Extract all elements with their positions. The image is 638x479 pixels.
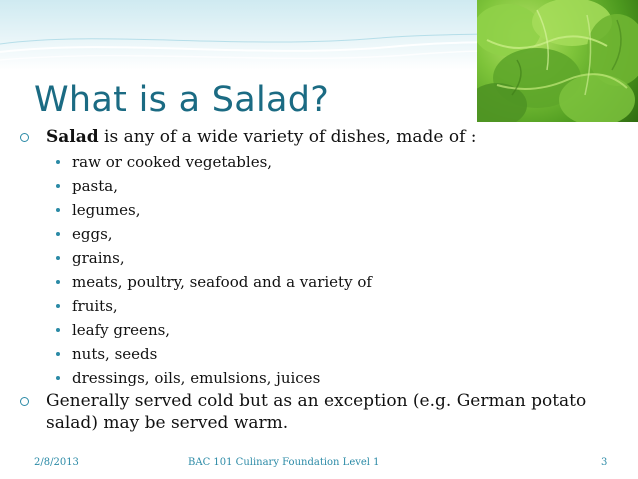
list-item-text: nuts, seeds — [72, 345, 158, 363]
list-item-text: meats, poultry, seafood and a variety of — [72, 273, 372, 291]
list-item — [56, 150, 372, 174]
list-item — [56, 270, 372, 294]
bullet-dot — [56, 256, 60, 260]
list-item-text: pasta, — [72, 177, 118, 195]
slide-title: What is a Salad? — [34, 80, 330, 120]
bullet-dot — [56, 304, 60, 308]
list-item — [56, 174, 372, 198]
list-item — [56, 246, 372, 270]
list-item — [56, 222, 372, 246]
list-item — [56, 198, 372, 222]
bullet-dot — [56, 376, 60, 380]
intro-rest: is any of a wide variety of dishes, made of : — [98, 127, 477, 147]
lettuce-photo — [477, 0, 638, 122]
list-item-text: leafy greens, — [72, 321, 171, 339]
bullet-dot — [56, 160, 60, 164]
list-item-text: eggs, — [72, 225, 113, 243]
intro-bold-term: Salad — [46, 127, 99, 147]
list-item — [56, 294, 372, 318]
footer-course: BAC 101 Culinary Foundation Level 1 — [188, 457, 380, 468]
list-item — [56, 318, 372, 342]
ingredient-list — [56, 150, 372, 390]
bullet-dot — [56, 328, 60, 332]
note-line-1: Generally served cold but as an exception (e.g. German potato — [46, 391, 587, 411]
list-item — [56, 342, 372, 366]
page-number: 3 — [601, 457, 608, 468]
bullet-marker — [20, 397, 29, 406]
list-item-text: fruits, — [72, 297, 118, 315]
list-item — [56, 366, 372, 390]
lettuce-leaves — [477, 0, 638, 122]
bullet-dot — [56, 208, 60, 212]
list-item-text: legumes, — [72, 201, 141, 219]
note-line-2: salad) may be served warm. — [46, 413, 289, 433]
bullet-dot — [56, 184, 60, 188]
list-item-text: dressings, oils, emulsions, juices — [72, 369, 321, 387]
bullet-dot — [56, 280, 60, 284]
list-item-text: raw or cooked vegetables, — [72, 153, 273, 171]
footer-date: 2/8/2013 — [34, 457, 79, 468]
bullet-dot — [56, 352, 60, 356]
bullet-marker — [20, 133, 29, 142]
bullet-dot — [56, 232, 60, 236]
intro-text — [46, 126, 477, 148]
list-item-text: grains, — [72, 249, 125, 267]
